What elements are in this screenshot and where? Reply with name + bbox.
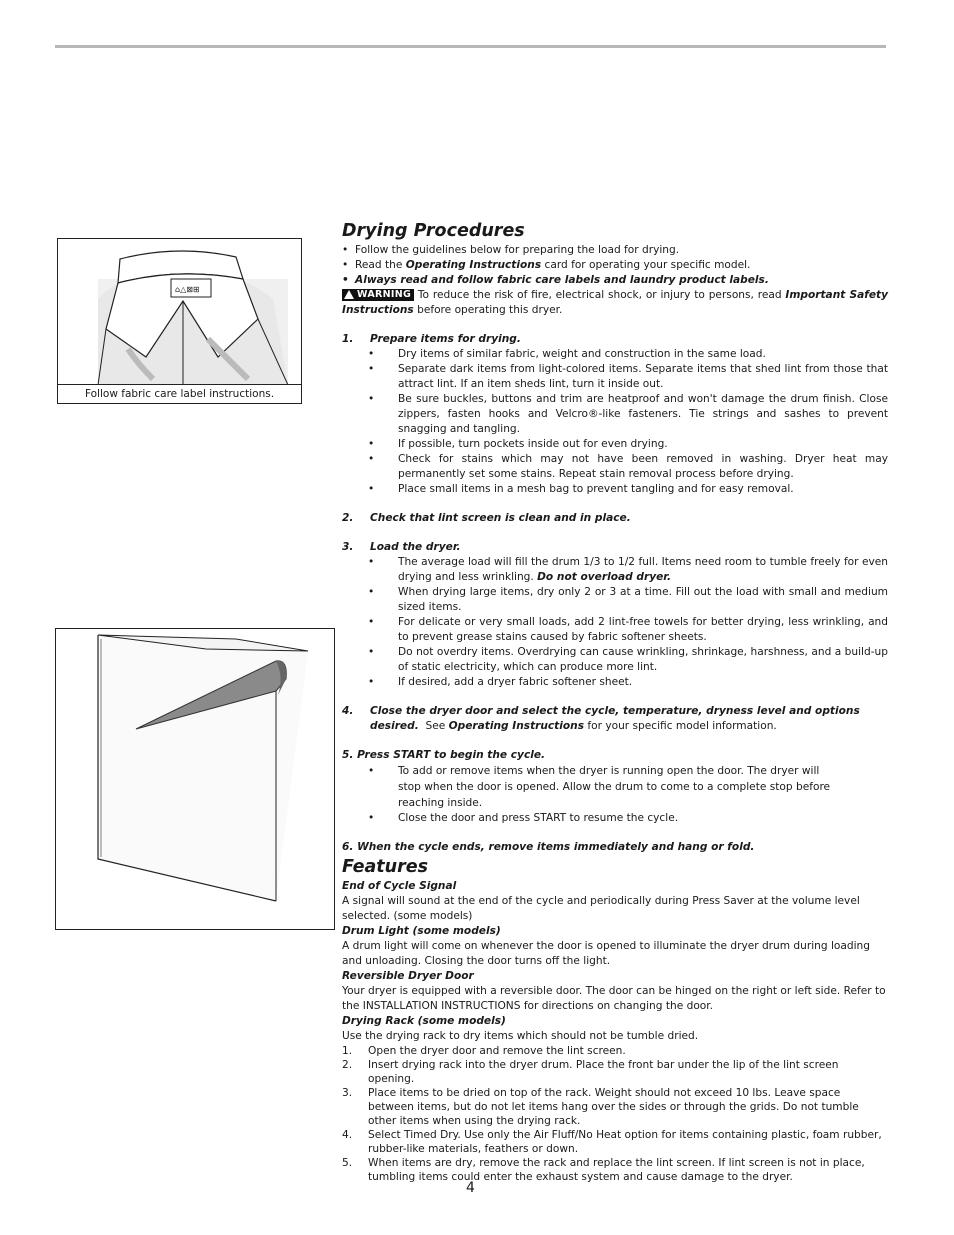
intro-item: • Always read and follow fabric care labels and laundry product labels.: [342, 274, 769, 286]
intro-text-1: Follow the guidelines below for preparing the load for drying.: [355, 244, 680, 256]
list-item: • To add or remove items when the dryer is running open the door. The dryer will stop when the door is opened. Allow the drum to come to a complete stop before reaching inside.: [368, 765, 831, 809]
collar-caption: Follow fabric care label instructions.: [58, 384, 301, 403]
end-of-cycle-heading: End of Cycle Signal: [342, 880, 457, 892]
drying-procedures-heading: Drying Procedures: [342, 221, 525, 241]
list-item: • When drying large items, dry only 2 or 3 at a time. Fill out the load with small and medium sized items.: [368, 586, 888, 613]
intro-text-3: Always read and follow fabric care labels and laundry product labels.: [355, 274, 769, 286]
list-item: • Be sure buckles, buttons and trim are heatproof and won't damage the drum finish. Close zippers, fasten hooks and Velcro®-like fasteners. Tie strings and sashes to prevent snagging and tangling.: [368, 393, 888, 435]
list-item: • Close the door and press START to resume the cycle.: [368, 812, 679, 824]
list-item: • Check for stains which may not have been removed in washing. Dryer heat may permanently set some stains. Repeat stain removal process before drying.: [368, 453, 888, 480]
drying-rack-heading: Drying Rack (some models): [342, 1015, 506, 1027]
end-of-cycle-text: A signal will sound at the end of the cycle and periodically during Press Saver at the volume level selected. (some models): [342, 895, 860, 922]
intro-item: • Read the Operating Instructions card for operating your specific model.: [342, 259, 751, 271]
dryer-figure: [55, 628, 335, 930]
warning-badge: WARNING: [342, 289, 414, 301]
collar-figure: [57, 238, 302, 404]
rack-step: 2. Insert drying rack into the dryer drum. Place the front bar under the lip of the lint screen opening.: [342, 1059, 839, 1085]
reversible-door-text: Your dryer is equipped with a reversible door. The door can be hinged on the right or left side. Refer to the INSTALLATION INSTRUCTIONS for directions on changing the door.: [342, 985, 886, 1012]
drum-light-heading: Drum Light (some models): [342, 925, 501, 937]
list-item: • Dry items of similar fabric, weight and construction in the same load.: [368, 348, 766, 360]
reversible-door-heading: Reversible Dryer Door: [342, 970, 474, 982]
page-number: 4: [466, 1180, 475, 1196]
main-content: [342, 219, 888, 1184]
warning-paragraph: WARNING To reduce the risk of fire, electrical shock, or injury to persons, read Important Safety Instructions before operating this dryer.: [342, 288, 888, 316]
dryer-illustration: [56, 629, 334, 929]
rack-step: 1. Open the dryer door and remove the lint screen.: [342, 1045, 626, 1057]
list-item: • Do not overdry items. Overdrying can cause wrinkling, shrinkage, harshness, and a build-up of static electricity, which can produce more lint.: [368, 646, 888, 673]
drying-rack-text: Use the drying rack to dry items which should not be tumble dried.: [342, 1030, 699, 1042]
list-item: • For delicate or very small loads, add 2 lint-free towels for better drying, less wrinkling, and to prevent grease stains caused by fabric softener sheets.: [368, 616, 888, 643]
rack-step: 4. Select Timed Dry. Use only the Air Fluff/No Heat option for items containing plastic, foam rubber, rubber-like materials, feathers or down.: [342, 1129, 882, 1155]
intro-text-2: Read the Operating Instructions card for operating your specific model.: [355, 259, 751, 271]
shirt-collar-illustration: [58, 239, 301, 385]
step-4: 4. Close the dryer door and select the cycle, temperature, dryness level and options desired. See Operating Instructions for your specific model information.: [342, 705, 860, 732]
warning-icon: [344, 290, 354, 299]
step-2-title: 2. Check that lint screen is clean and in place.: [342, 512, 631, 524]
list-item: • The average load will fill the drum 1/3 to 1/2 full. Items need room to tumble freely for even drying and less wrinkling. Do not overload dryer.: [368, 556, 888, 583]
rack-step: 5. When items are dry, remove the rack and replace the lint screen. If lint screen is not in place, tumbling items could enter the exhaust system and cause damage to the dryer.: [342, 1157, 865, 1183]
step-6-title: 6. When the cycle ends, remove items immediately and hang or fold.: [342, 841, 755, 853]
intro-item: • Follow the guidelines below for preparing the load for drying.: [342, 244, 680, 256]
step-5-title: 5. Press START to begin the cycle.: [342, 749, 546, 761]
drum-light-text: A drum light will come on whenever the door is opened to illuminate the dryer drum during loading and unloading. Closing the door turns off the light.: [342, 940, 871, 967]
list-item: • Separate dark items from light-colored items. Separate items that shed lint from those that attract lint. If an item sheds lint, turn it inside out.: [368, 363, 888, 390]
svg-text:⌂△⊠⊞: ⌂△⊠⊞: [175, 285, 200, 294]
features-heading: Features: [342, 857, 429, 877]
step-1-title: 1. Prepare items for drying.: [342, 333, 521, 345]
step-3-title: 3. Load the dryer.: [342, 541, 461, 553]
top-rule: [55, 45, 886, 48]
list-item: • If desired, add a dryer fabric softener sheet.: [368, 676, 633, 688]
rack-step: 3. Place items to be dried on top of the rack. Weight should not exceed 10 lbs. Leave space between items, but do not let items hang over the sides or through the grids. Do not tumble other items when using the drying rack.: [342, 1087, 859, 1127]
list-item: • If possible, turn pockets inside out for even drying.: [368, 438, 668, 450]
list-item: • Place small items in a mesh bag to prevent tangling and for easy removal.: [368, 483, 794, 495]
